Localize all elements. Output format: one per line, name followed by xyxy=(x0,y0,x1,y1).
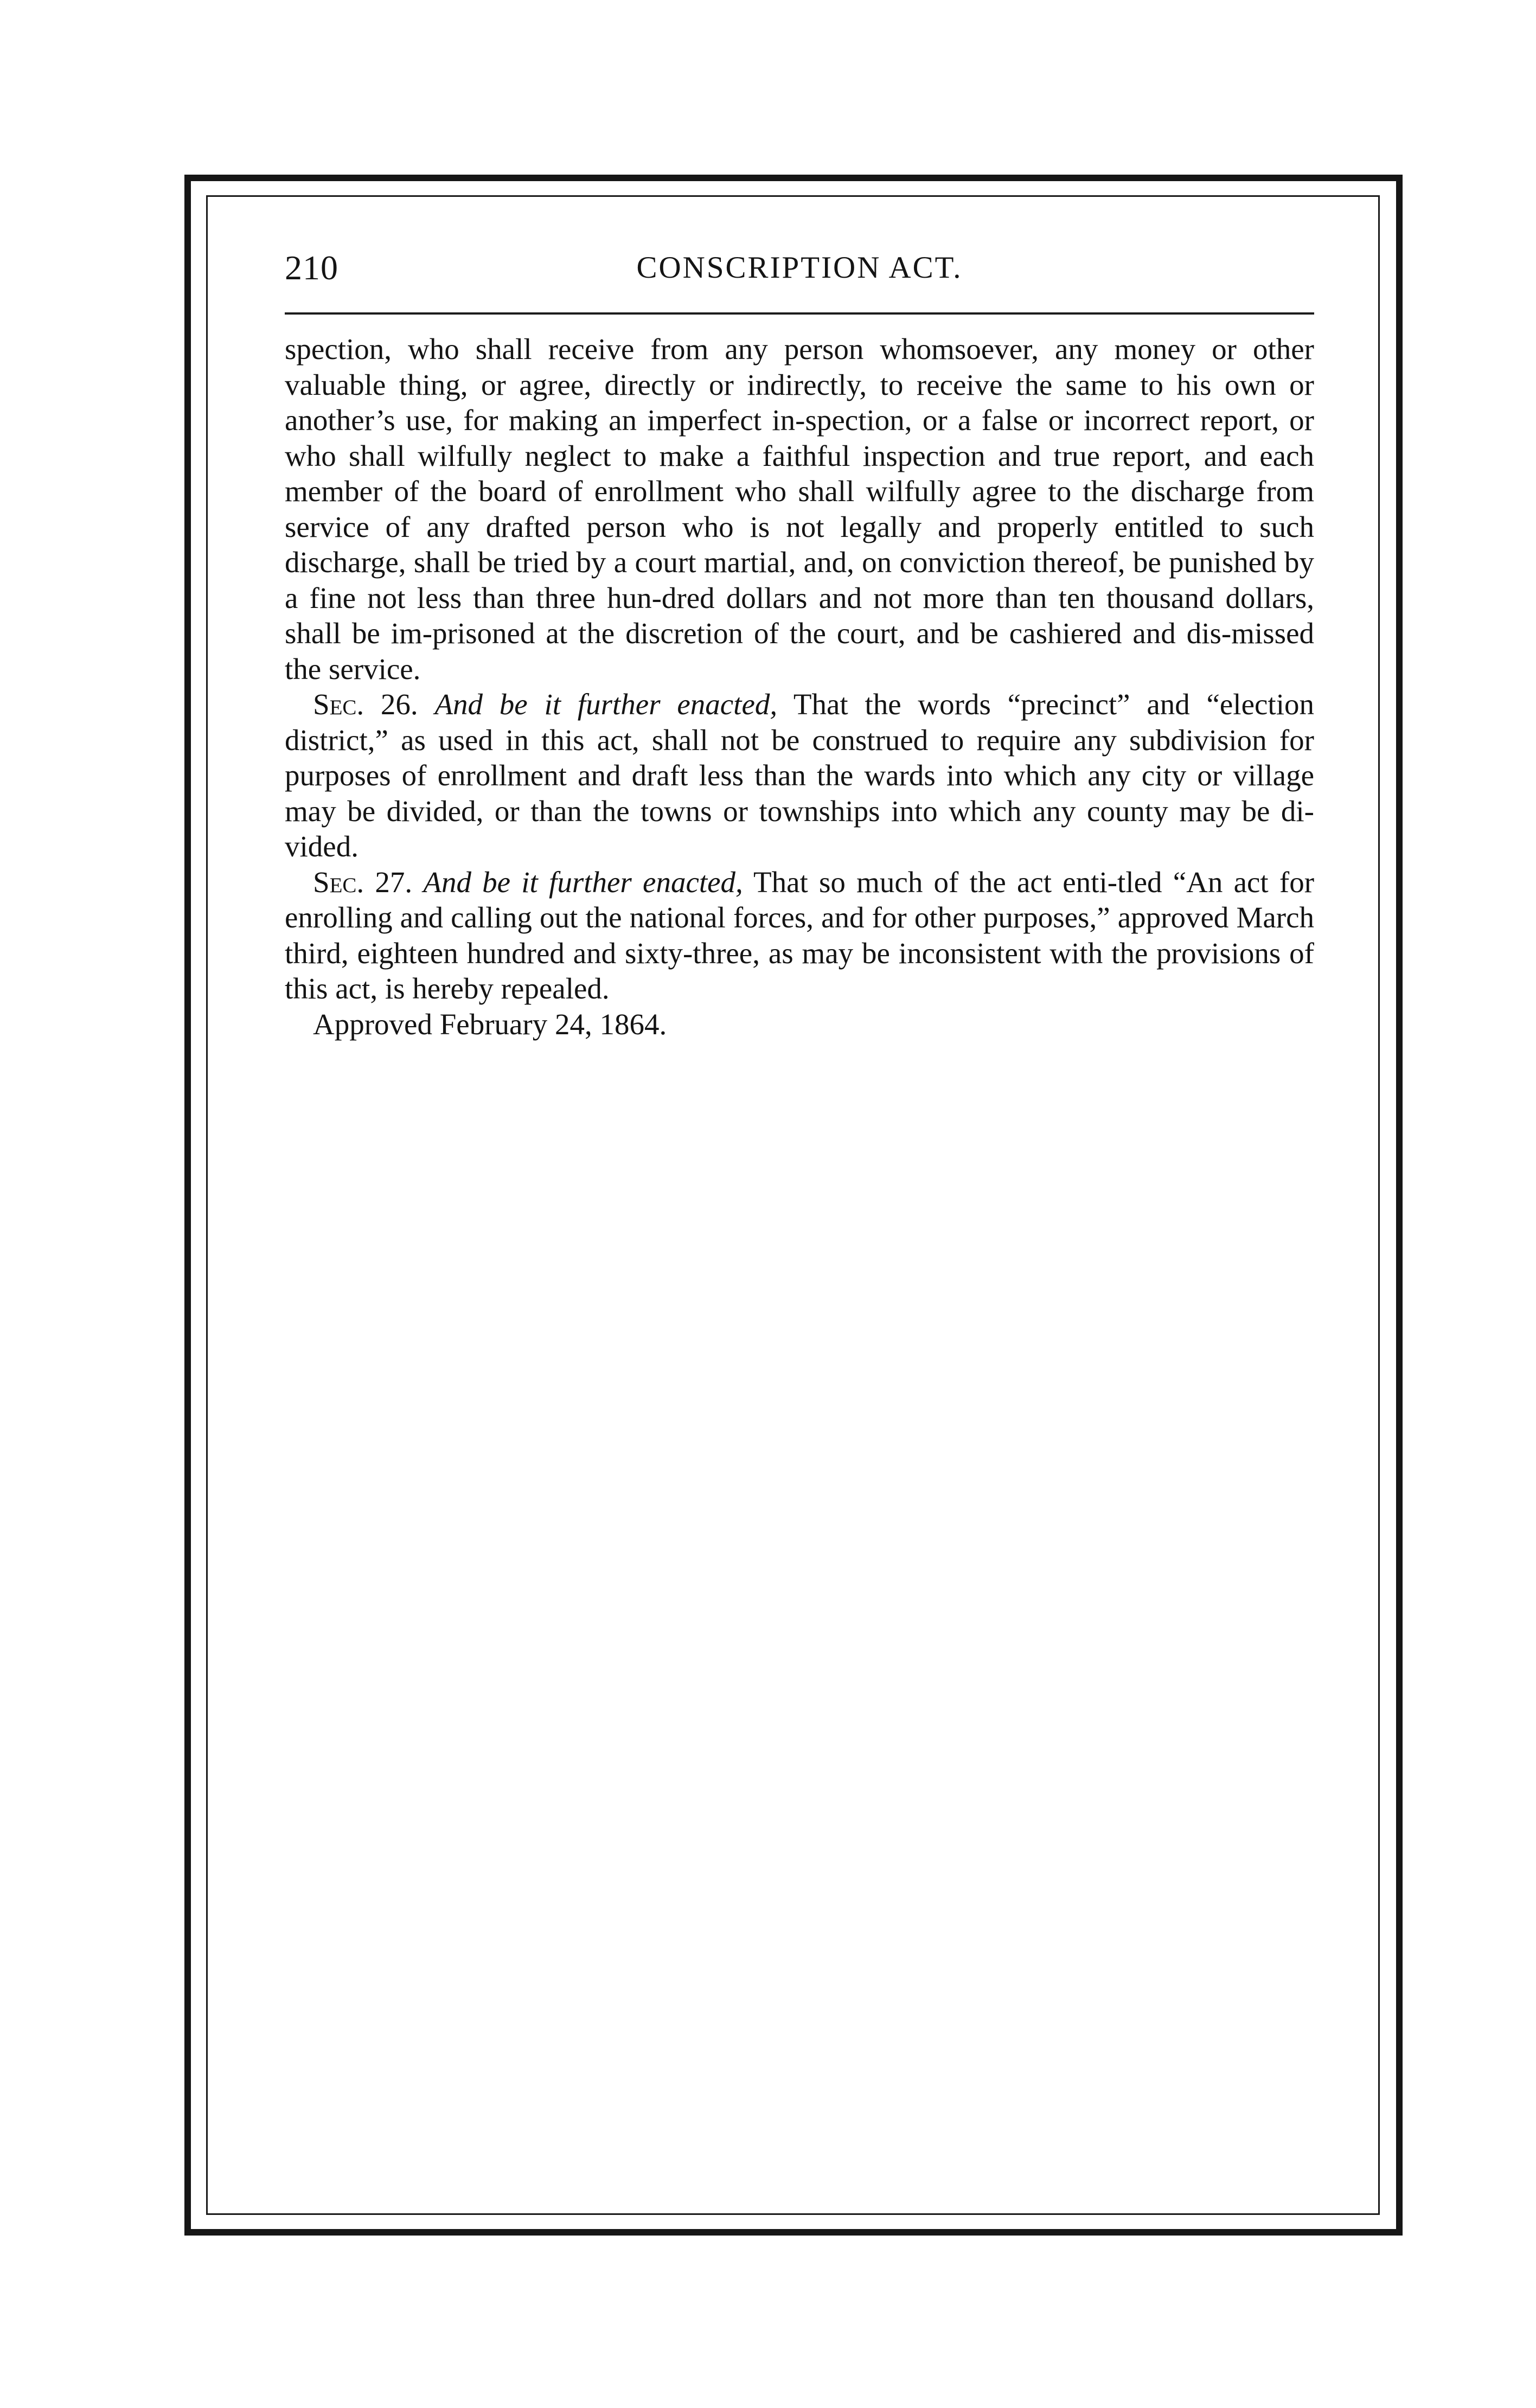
section-27-paragraph xyxy=(285,864,1314,1007)
section-27-label: Sec. 27. xyxy=(313,865,413,899)
section-27-enacting-clause: And be it further enacted, xyxy=(423,865,743,899)
section-26-paragraph xyxy=(285,687,1314,864)
approval-line: Approved February 24, 1864. xyxy=(313,1007,667,1041)
running-head: CONSCRIPTION ACT. xyxy=(636,251,963,285)
page-border-inner xyxy=(206,195,1380,2215)
header-rule xyxy=(285,312,1314,315)
page-header xyxy=(285,246,1314,294)
section-27-text: That so much of the act enti-tled “An act for enrolling and calling out the national forces, and for other purposes,” approved March third, eighteen hundred and sixty-three, as may be inconsistent with the provisions of this act, is hereby repealed. xyxy=(285,865,1315,1005)
page-border-outer xyxy=(184,175,1403,2236)
page-number: 210 xyxy=(285,248,338,287)
continuation-paragraph: spection, who shall receive from any person whomsoever, any money or other valuable thing, or agree, directly or indirectly, to receive the same to his own or another’s use, for making an imperfect in-spection, or a false or incorrect report, or who shall wilfully neglect to make a faithful inspection and true report, and each member of the board of enrollment who shall wilfully agree to the discharge from service of any drafted person who is not legally and properly entitled to such discharge, shall be tried by a court martial, and, on conviction thereof, be punished by a fine not less than three hun-dred dollars and not more than ten thousand dollars, shall be im-prisoned at the discretion of the court, and be cashiered and dis-missed the service. xyxy=(285,332,1314,686)
body-text xyxy=(285,331,1314,1042)
section-26-text: That the words “precinct” and “election district,” as used in this act, shall not be construed to require any subdivision for purposes of enrollment and draft less than the wards into which any city or village may be divided, or than the towns or townships into which any county may be di-vided. xyxy=(285,688,1314,863)
section-26-enacting-clause: And be it further enacted, xyxy=(434,688,778,721)
section-26-label: Sec. 26. xyxy=(313,688,418,721)
